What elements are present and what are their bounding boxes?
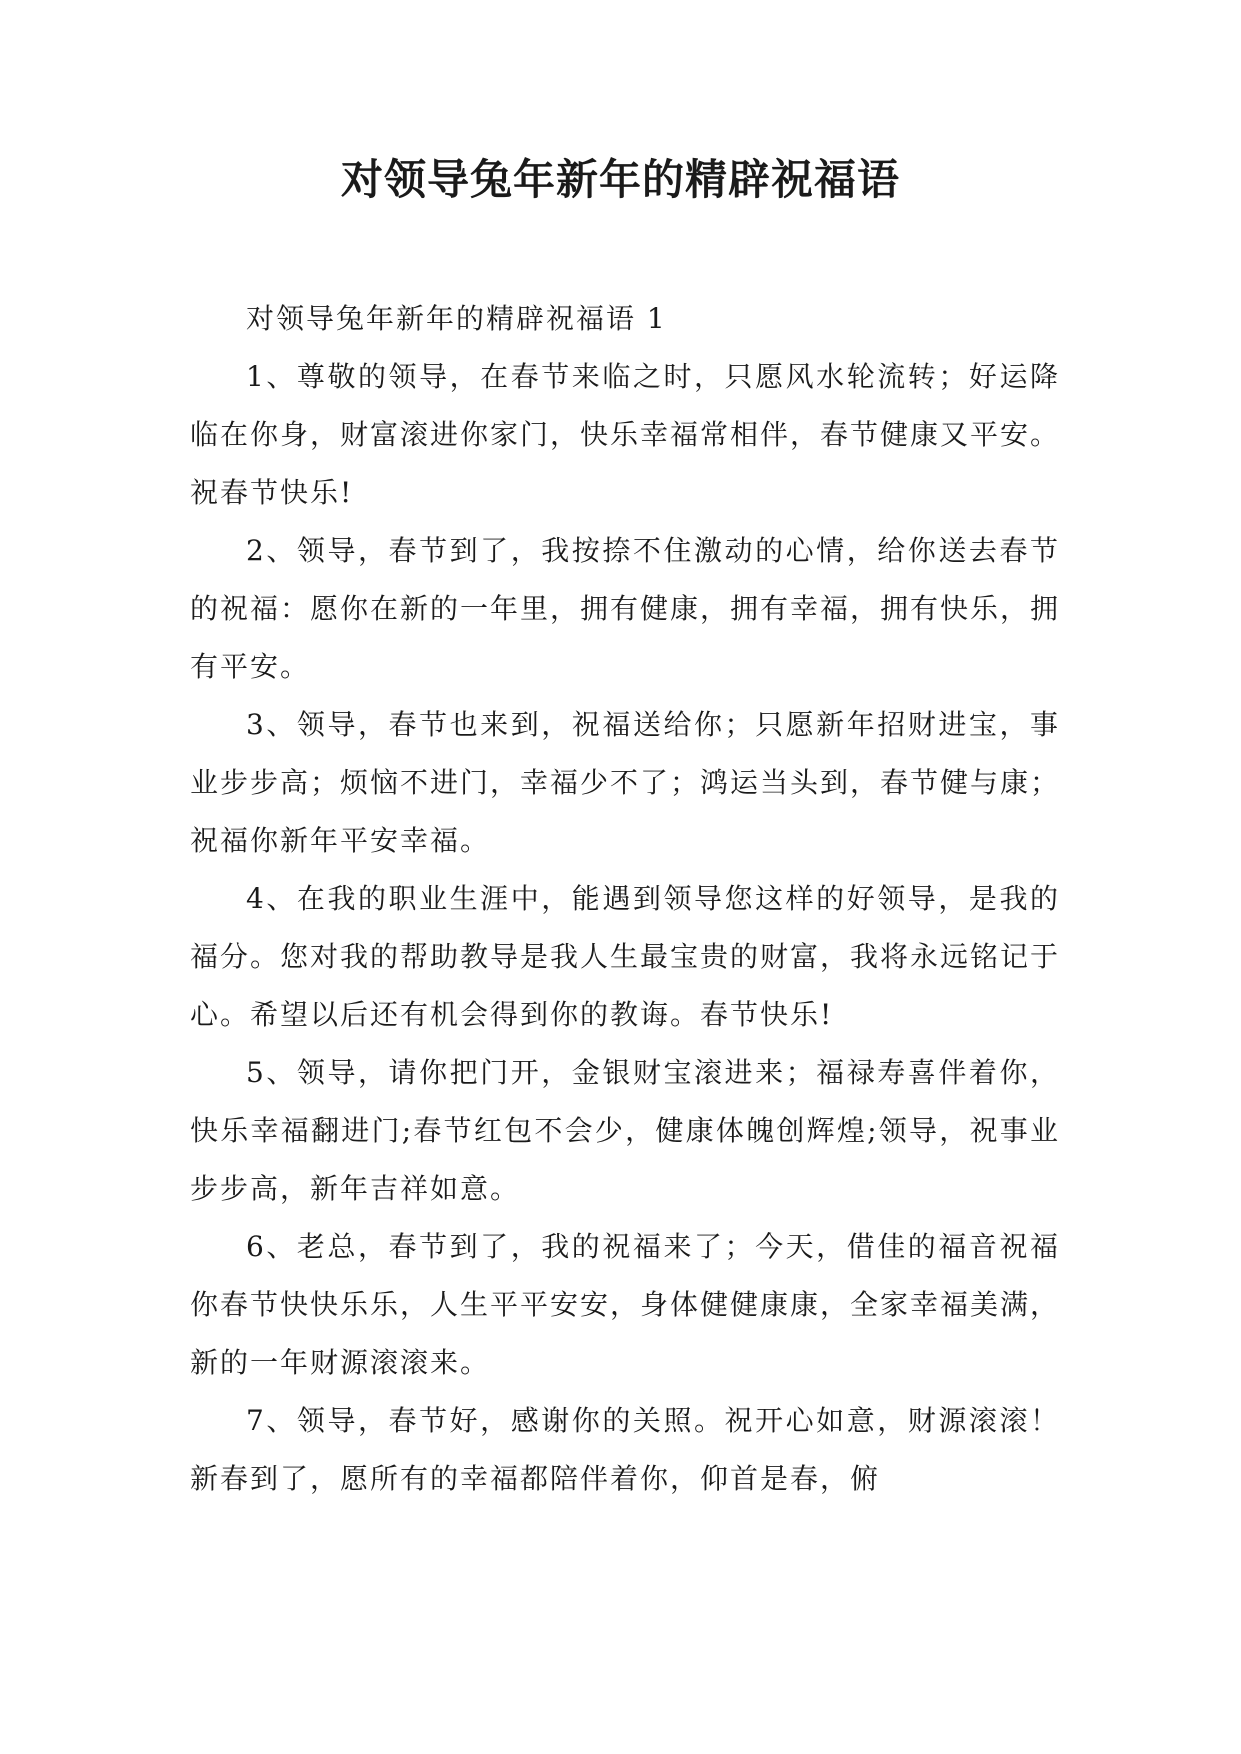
document-body bbox=[190, 290, 1060, 1508]
paragraph-4: 4、在我的职业生涯中，能遇到领导您这样的好领导，是我的福分。您对我的帮助教导是我人生最宝贵的财富，我将永远铭记于心。希望以后还有机会得到你的教诲。春节快乐! bbox=[190, 882, 1061, 1031]
paragraph-3: 3、领导，春节也来到，祝福送给你；只愿新年招财进宝，事业步步高；烦恼不进门，幸福少不了；鸿运当头到，春节健与康；祝福你新年平安幸福。 bbox=[190, 708, 1061, 857]
document-title: 对领导兔年新年的精辟祝福语 bbox=[340, 155, 900, 204]
paragraph-1: 1、尊敬的领导，在春节来临之时，只愿风水轮流转；好运降临在你身，财富滚进你家门，快乐幸福常相伴，春节健康又平安。祝春节快乐! bbox=[190, 360, 1061, 509]
paragraph-6: 6、老总，春节到了，我的祝福来了；今天，借佳的福音祝福你春节快快乐乐，人生平平安安，身体健健康康，全家幸福美满，新的一年财源滚滚来。 bbox=[190, 1230, 1061, 1379]
section-heading: 对领导兔年新年的精辟祝福语 1 bbox=[246, 302, 667, 335]
paragraph-2: 2、领导，春节到了，我按捺不住激动的心情，给你送去春节的祝福：愿你在新的一年里，拥有健康，拥有幸福，拥有快乐，拥有平安。 bbox=[190, 534, 1061, 683]
paragraph-5: 5、领导，请你把门开，金银财宝滚进来；福禄寿喜伴着你，快乐幸福翻进门;春节红包不会少，健康体魄创辉煌;领导，祝事业步步高，新年吉祥如意。 bbox=[190, 1056, 1060, 1205]
paragraph-7: 7、领导，春节好，感谢你的关照。祝开心如意，财源滚滚！新春到了，愿所有的幸福都陪伴着你，仰首是春，俯 bbox=[190, 1404, 1060, 1495]
